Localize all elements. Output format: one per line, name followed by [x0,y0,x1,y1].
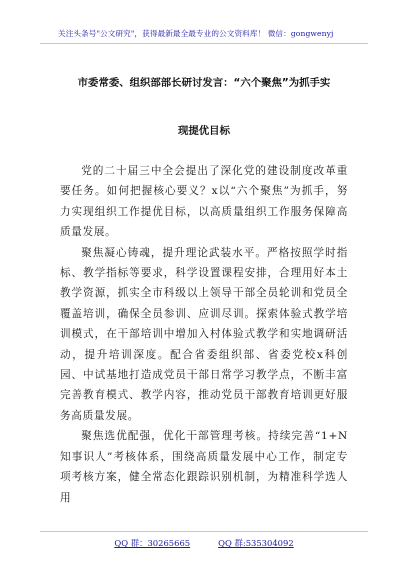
footer-divider [40,531,368,532]
footer-qq-groups [0,537,408,549]
body-paragraph-intro: 党的二十届三中全会提出了深化党的建设制度改革重要任务。如何把握核心要义？x以“六个聚焦”为抓手，努力实现组织工作提优目标，以高质量组织工作服务保障高质量发展。 [60,165,348,239]
document-body [60,161,348,508]
body-paragraph-theory: 聚焦凝心铸魂，提升理论武装水平。严格按照学时指标、教学指标等要求，科学设置课程安排，合理用好本土教学资源，抓实全市科级以上领导干部全员轮训和党员全覆盖培训，确保全员参训、应训尽训。探索体验式教学培训模式，在干部培训中增加入村体验式教学和实地调研活动，提升培训深度。配合省委组织部、省委党校x科创园、中试基地打造成党员干部日常学习教学点，不断丰富完善教育模式、教学内容，推动党员干部教育培训更好服务高质量发展。 [60,246,348,422]
header-divider [40,43,368,44]
document-title-line-1: 市委常委、组织部部长研讨发言：“六个聚焦”为抓手实 [77,77,331,89]
footer-qq-group-1: QQ 群：30265665 [114,538,191,548]
header-promo-note: 关注头条号"公文研究"，获得最新最全最专业的公文资料库！ 微信：gongwenyj [58,29,334,38]
body-paragraph-cadre: 聚焦选优配强，优化干部管理考核。持续完善“1+N知事识人”考核体系，围绕高质量发展中心工作，制定专项考核方案，健全常态化跟踪识别机制，为精准科学选人用 [60,430,348,504]
document-title-line-2: 现提优目标 [178,125,230,137]
footer-qq-group-2: QQ 群:535304092 [218,538,294,548]
